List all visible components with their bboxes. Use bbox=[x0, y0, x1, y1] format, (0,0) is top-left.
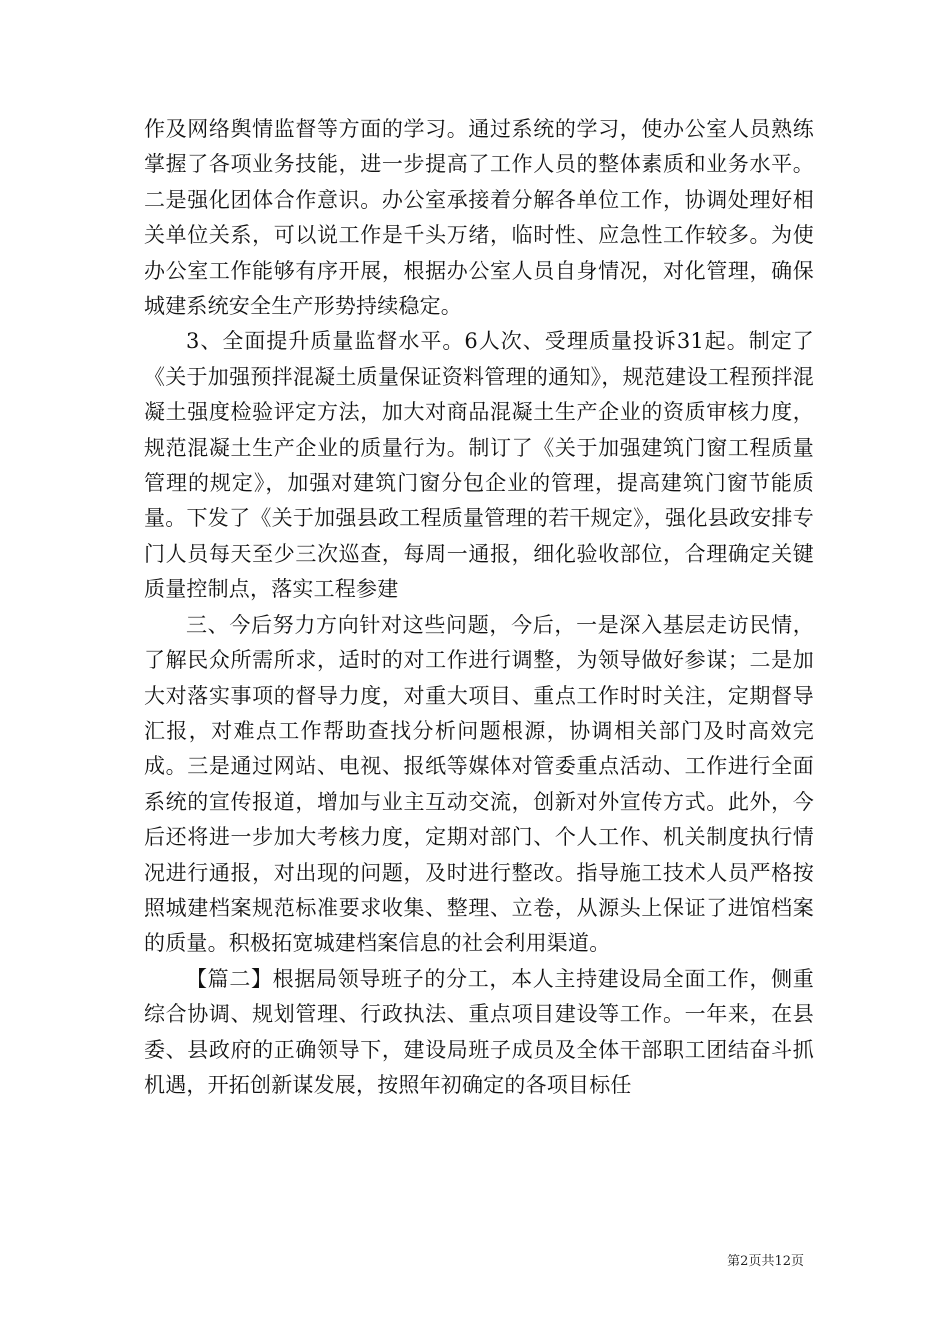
paragraph-future-direction: 三、今后努力方向针对这些问题，今后，一是深入基层走访民情，了解民众所需所求，适时的对工作进行调整，为领导做好参谋；二是加大对落实事项的督导力度，对重大项目、重点工作时时关注，定期督导汇报，对难点工作帮助查找分析问题根源，协调相关部门及时高效完成。三是通过网站、电视、报纸等媒体对管委重点活动、工作进行全面系统的宣传报道，增加与业主互动交流，创新对外宣传方式。此外，今后还将进一步加大考核力度，定期对部门、个人工作、机关制度执行情况进行通报，对出现的问题，及时进行整改。指导施工技术人员严格按照城建档案规范标准要求收集、整理、立卷，从源头上保证了进馆档案的质量。积极拓宽城建档案信息的社会利用渠道。 bbox=[144, 612, 814, 956]
paragraph-quality-supervision: 3、全面提升质量监督水平。6人次、受理质量投诉31起。制定了《关于加强预拌混凝土质量保证资料管理的通知》，规范建设工程预拌混凝土强度检验评定方法，加大对商品混凝土生产企业的资质审核力度，规范混凝土生产企业的质量行为。制订了《关于加强建筑门窗工程质量管理的规定》，加强对建筑门窗分包企业的管理，提高建筑门窗节能质量。下发了《关于加强县政工程质量管理的若干规定》，强化县政安排专门人员每天至少三次巡查，每周一通报，细化验收部位，合理确定关键质量控制点，落实工程参建 bbox=[144, 329, 814, 602]
document-body bbox=[144, 112, 814, 1103]
paragraph-part-two: 【篇二】根据局领导班子的分工，本人主持建设局全面工作，侧重综合协调、规划管理、行政执法、重点项目建设等工作。一年来，在县委、县政府的正确领导下，建设局班子成员及全体干部职工团结奋斗抓机遇，开拓创新谋发展，按照年初确定的各项目标任 bbox=[144, 966, 814, 1097]
paragraph-office-study: 作及网络舆情监督等方面的学习。通过系统的学习，使办公室人员熟练掌握了各项业务技能，进一步提高了工作人员的整体素质和业务水平。二是强化团体合作意识。办公室承接着分解各单位工作，协调处理好相关单位关系，可以说工作是千头万绪，临时性、应急性工作较多。为使办公室工作能够有序开展，根据办公室人员自身情况，对化管理，确保城建系统安全生产形势持续稳定。 bbox=[144, 117, 814, 319]
page-number: 第2页共12页 bbox=[727, 1254, 804, 1269]
